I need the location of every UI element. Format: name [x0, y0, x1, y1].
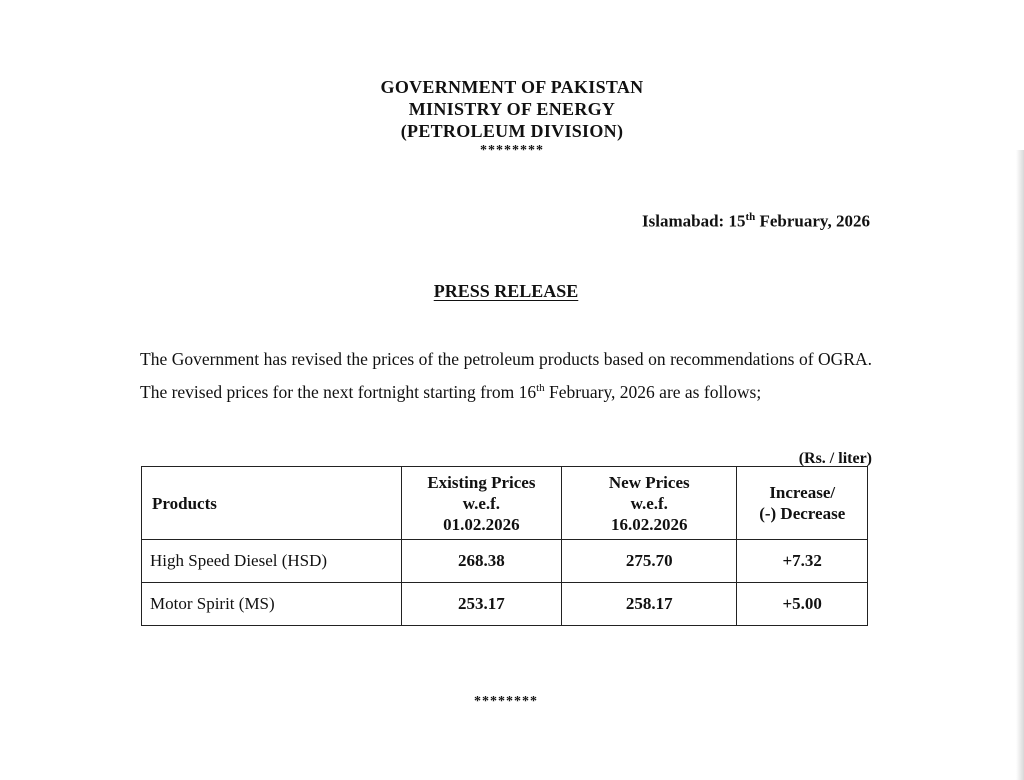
table-row	[142, 583, 868, 626]
dateline-place-day: Islamabad: 15	[642, 211, 746, 231]
table-row	[142, 540, 868, 583]
letterhead	[0, 76, 1024, 158]
header-change-line1: Increase/	[769, 483, 836, 502]
page-edge-shadow	[1016, 150, 1024, 780]
document-title: PRESS RELEASE	[433, 281, 579, 301]
paragraph-day-suffix: th	[536, 382, 545, 395]
footer-stars: ********	[474, 694, 538, 709]
letterhead-ministry: MINISTRY OF ENERGY	[408, 99, 616, 119]
header-new-prices	[562, 467, 737, 540]
header-existing-prices	[401, 467, 561, 540]
dateline-month-year: February, 2026	[755, 211, 870, 231]
price-change: +5.00	[737, 583, 868, 626]
letterhead-government: GOVERNMENT OF PAKISTAN	[380, 77, 644, 97]
new-price: 258.17	[562, 583, 737, 626]
existing-price: 253.17	[401, 583, 561, 626]
header-change-line2: (-) Decrease	[759, 504, 846, 523]
new-price: 275.70	[562, 540, 737, 583]
product-name: High Speed Diesel (HSD)	[142, 540, 402, 583]
body-paragraph	[140, 343, 872, 409]
product-name: Motor Spirit (MS)	[142, 583, 402, 626]
paragraph-text-2: February, 2026 are as follows;	[544, 382, 762, 402]
header-existing-line2: w.e.f.	[462, 493, 501, 513]
dateline	[642, 211, 870, 232]
header-existing-line3: 01.02.2026	[443, 514, 520, 534]
price-unit-label: (Rs. / liter)	[798, 450, 872, 467]
table-header-row	[142, 467, 868, 540]
price-table	[141, 466, 868, 626]
price-change: +7.32	[737, 540, 868, 583]
dateline-day-suffix: th	[745, 211, 756, 223]
header-change	[737, 467, 868, 540]
header-products: Products	[142, 467, 402, 540]
letterhead-stars: ********	[480, 143, 544, 158]
letterhead-division: (PETROLEUM DIVISION)	[400, 121, 624, 141]
paragraph-text-1: The Government has revised the prices of the petroleum products based on recommendations of OGRA. The revised prices for the next fortnight starting from 16	[140, 349, 872, 402]
header-new-line1: New Prices	[608, 472, 690, 492]
header-existing-line1: Existing Prices	[427, 472, 536, 492]
header-new-line3: 16.02.2026	[611, 514, 688, 534]
header-new-line2: w.e.f.	[630, 493, 668, 513]
existing-price: 268.38	[401, 540, 561, 583]
